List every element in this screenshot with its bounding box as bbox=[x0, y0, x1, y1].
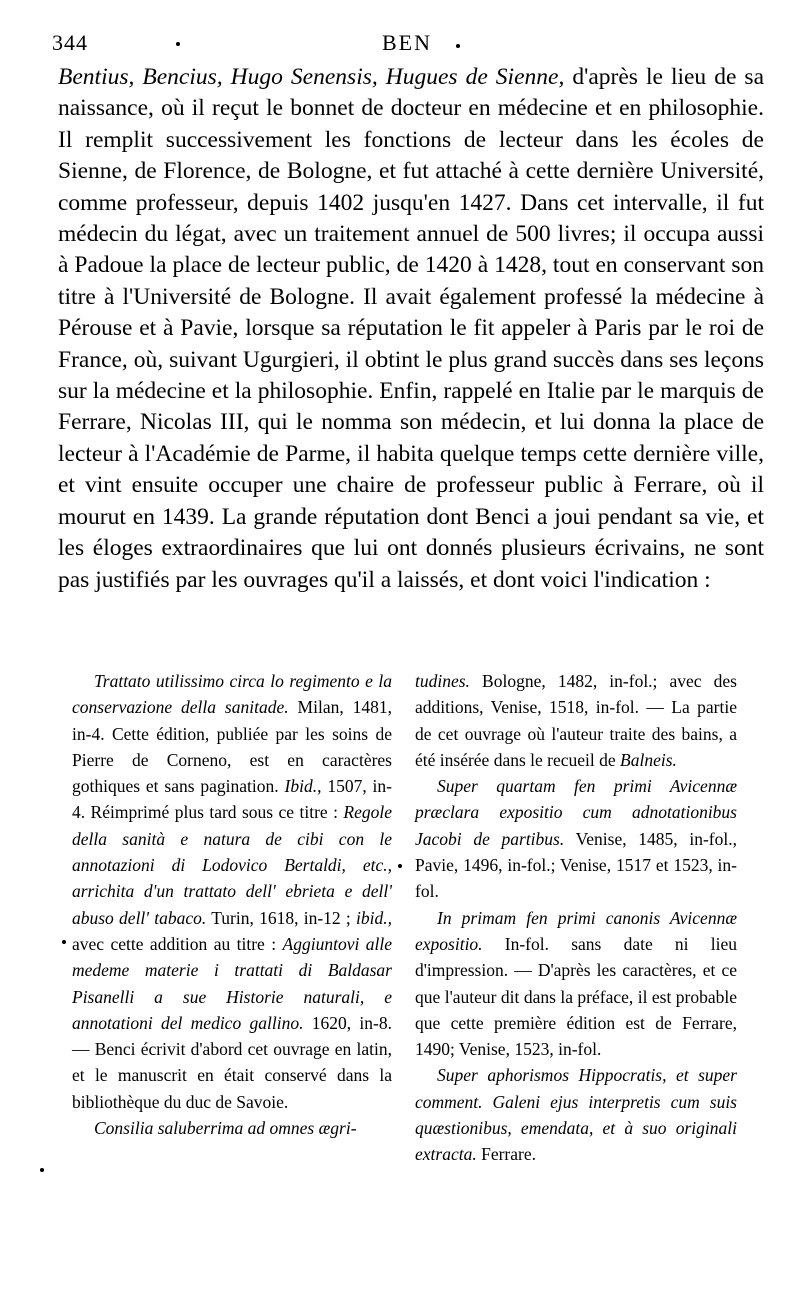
bibliography-left-column bbox=[72, 668, 392, 1141]
entry-text: Venise, 1485, in-fol., Pavie, 1496, in-fol.; Venise, 1517 et 1523, in-fol. bbox=[415, 828, 737, 902]
bibliography-entry bbox=[72, 1115, 392, 1141]
entry-text: 1620, in-8. — Benci écrivit d'abord cet ouvrage en latin, et le manuscrit en était conservé dans la bibliothèque du duc de Savoie. bbox=[72, 1012, 392, 1112]
entry-title: Aggiuntovi alle medeme materie i trattati di Baldasar Pisanelli a sue Historie naturali, e annotationi del medico gallino. bbox=[72, 933, 392, 1033]
bibliography-entry bbox=[72, 668, 392, 1115]
entry-text: Ferrare. bbox=[481, 1144, 536, 1165]
entry-text: 1507, in-4. Réimprimé plus tard sous ce titre : bbox=[72, 776, 392, 823]
bibliography-entry-continued bbox=[415, 668, 737, 773]
intro-text: d'après le lieu de sa naissance, où il reçut le bonnet de docteur en médecine et en philosophie. Il remplit successivement les fonctions de lecteur dans les écoles de Sienne, de Florence, de Bologne, et fut attaché à cette dernière Université, comme professeur, depuis 1402 jusqu'en 1427. Dans cet intervalle, il fut médecin du légat, avec un traitement annuel de 500 livres; il occupa aussi à Padoue la place de lecteur public, de 1420 à 1428, tout en conservant son titre à l'Université de Bologne. Il avait également professé la médecine à Pérouse et à Pavie, lorsque sa réputation le fit appeler à Paris par le roi de France, où, suivant Ugurgieri, il obtint le plus grand succès dans ses leçons sur la médecine et la philosophie. Enfin, rappelé en Italie par le marquis de Ferrare, Nicolas III, qui le nomma son médecin, et lui donna la place de lecteur à l'Académie de Parme, il habita quelque temps cette dernière ville, et vint ensuite occuper une chaire de professeur public à Ferrare, où il mourut en 1439. La grande réputation dont Benci a joui pendant sa vie, et les éloges extraordinaires que lui ont donnés plusieurs écrivains, ne sont pas justifiés par les ouvrages qu'il a laissés, et dont voici l'indication : bbox=[58, 64, 764, 593]
entry-title: Trattato utilissimo circa lo regimento e la conservazione della sanitade. bbox=[72, 671, 392, 718]
entry-title: Super aphorismos Hippocratis, et super comment. Galeni ejus interpretis cum suis quæstionibus, emendata, et à suo originali extracta. bbox=[415, 1065, 737, 1165]
ink-speck bbox=[176, 42, 180, 46]
bibliography-entry bbox=[415, 1062, 737, 1167]
running-head: BEN bbox=[382, 30, 432, 55]
ink-speck bbox=[456, 44, 460, 48]
entry-ibid: ibid., bbox=[356, 907, 392, 928]
ink-speck bbox=[398, 864, 402, 868]
entry-text: Milan, 1481, in-4. Cette édition, publiée par les soins de Pierre de Corneno, est en caractères gothiques et sans pagination. bbox=[72, 697, 392, 797]
entry-text: avec cette addition au titre : bbox=[72, 933, 277, 954]
entry-text: Bologne, 1482, in-fol.; avec des additions, Venise, 1518, in-fol. — La partie de cet ouvrage où l'auteur traite des bains, a été insérée dans le recueil bbox=[415, 671, 737, 770]
entry-title: In primam fen primi canonis Avicennæ expositio. bbox=[415, 907, 737, 954]
entry-title: Super quartam fen primi Avicennæ præclara expositio cum adnotationibus Jacobi de partibus. bbox=[415, 776, 737, 849]
entry-text: Turin, 1618, in-12 ; bbox=[211, 907, 351, 928]
ink-speck bbox=[40, 1168, 44, 1172]
bibliography-entry bbox=[415, 905, 737, 1063]
entry-title: Balneis. bbox=[620, 749, 677, 770]
page-header bbox=[52, 30, 752, 60]
bibliography-entry bbox=[415, 773, 737, 904]
intro-paragraph bbox=[58, 62, 764, 596]
intro-names: Bentius, Bencius, Hugo Senensis, Hugues de Sienne, bbox=[58, 64, 565, 90]
entry-text: de bbox=[599, 749, 616, 770]
page-number: 344 bbox=[52, 30, 88, 55]
entry-title: Consilia saluberrima ad omnes ægri- bbox=[94, 1118, 357, 1139]
entry-ibid: Ibid., bbox=[284, 776, 322, 797]
entry-title: tudines. bbox=[415, 671, 470, 691]
bibliography-right-column bbox=[415, 668, 737, 1168]
ink-speck bbox=[62, 940, 66, 944]
entry-title: Regole della sanità e natura de cibi con le annotazioni di Lodovico Bertaldi, etc., arrichita d'un trattato dell' ebrieta e dell' abuso dell' tabaco. bbox=[72, 802, 393, 928]
entry-text: In-fol. sans date ni lieu d'impression. — D'après les caractères, et ce que l'auteur dit dans la préface, il est probable que cette première édition est de Ferrare, 1490; Venise, 1523, in-fol. bbox=[415, 933, 738, 1060]
